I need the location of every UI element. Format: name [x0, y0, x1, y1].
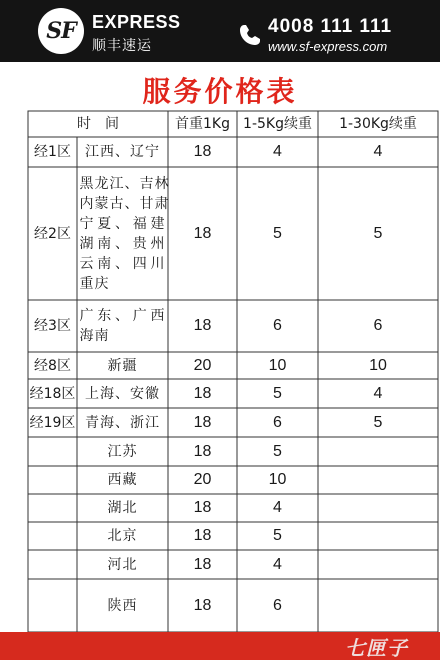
column-header-1-30kg: 1-30Kg续重: [339, 116, 417, 132]
region-cell: [77, 579, 168, 632]
brand-name-cn: 顺丰速运: [92, 38, 152, 54]
price-1-5kg: 5: [273, 442, 282, 460]
zone-cell: 经19区: [29, 414, 76, 431]
region-cell: [77, 522, 168, 550]
price-1-5kg: 10: [268, 356, 287, 374]
region-line: 西藏: [107, 472, 138, 488]
zone-cell: [28, 522, 77, 550]
region-line: 黑龙江、吉林: [79, 175, 170, 192]
logo-mark-text: SF: [46, 18, 76, 44]
zone-cell: [28, 494, 77, 522]
price-1-5kg: 4: [273, 499, 282, 516]
first-kg-price: 18: [193, 555, 212, 573]
price-1-30kg: [318, 550, 438, 579]
region-cell: [77, 494, 168, 522]
zone-cell: 经3区: [34, 318, 71, 334]
watermark-logo: 七匣子: [345, 636, 408, 660]
zone-cell: 经18区: [29, 385, 76, 402]
region-line: 湖北: [107, 500, 138, 516]
column-header-time: 时 间: [77, 116, 119, 132]
price-1-30kg: [318, 579, 438, 632]
price-1-5kg: 10: [268, 471, 287, 488]
region-line: 江苏: [107, 443, 138, 460]
region-cell: [77, 466, 168, 494]
region-line: 新疆: [107, 357, 138, 374]
first-kg-price: 20: [193, 356, 212, 374]
price-1-5kg: 4: [273, 555, 282, 573]
first-kg-price: 18: [193, 442, 212, 460]
region-line: 陕西: [107, 597, 138, 614]
zone-cell: [28, 550, 77, 579]
zone-cell: 经1区: [34, 144, 71, 160]
price-1-5kg: 5: [273, 224, 282, 242]
region-line: 海南: [79, 328, 110, 344]
price-1-30kg: [318, 522, 438, 550]
price-1-30kg: [318, 466, 438, 494]
region-cell: [77, 137, 168, 167]
region-cell: [77, 408, 168, 437]
website-link[interactable]: www.sf-express.com: [268, 39, 388, 54]
region-line: 河北: [107, 556, 138, 573]
column-header-1-5kg: 1-5Kg续重: [243, 116, 312, 132]
region-cell: [77, 437, 168, 466]
price-1-30kg: 10: [369, 356, 387, 374]
first-kg-price: 18: [193, 499, 212, 516]
region-cell: [77, 379, 168, 408]
region-line: 云南、四川: [79, 255, 166, 272]
zone-cell: [28, 437, 77, 466]
price-1-5kg: 5: [273, 527, 282, 544]
price-1-5kg: 6: [273, 596, 282, 614]
region-line: 宁夏、福建: [79, 215, 166, 232]
zone-cell: [28, 466, 77, 494]
region-line: 北京: [107, 528, 138, 544]
zone-cell: [28, 579, 77, 632]
region-line: 上海、安徽: [85, 385, 160, 402]
price-1-5kg: 6: [273, 317, 282, 334]
region-line: 青海、浙江: [85, 414, 160, 431]
first-kg-price: 18: [193, 527, 212, 544]
region-line: 湖南、贵州: [79, 235, 166, 252]
price-1-30kg: 4: [373, 143, 383, 160]
column-header-first-kg: 首重1Kg: [175, 116, 230, 132]
price-1-30kg: 5: [373, 413, 383, 431]
first-kg-price: 18: [193, 413, 212, 431]
price-1-30kg: 5: [373, 224, 383, 242]
region-line: 江西、辽宁: [85, 144, 160, 160]
first-kg-price: 18: [193, 224, 212, 242]
price-1-30kg: 4: [373, 384, 383, 402]
zone-cell: 经8区: [34, 357, 71, 374]
region-line: 重庆: [79, 275, 110, 292]
region-line: 内蒙古、甘肃: [79, 195, 170, 212]
price-1-5kg: 5: [273, 384, 282, 402]
region-cell: [77, 550, 168, 579]
first-kg-price: 18: [193, 596, 212, 614]
first-kg-price: 18: [193, 384, 212, 402]
first-kg-price: 18: [193, 143, 212, 160]
price-1-30kg: [318, 437, 438, 466]
hotline-number[interactable]: 4008 111 111: [268, 16, 393, 37]
region-cell: [77, 300, 168, 352]
region-cell: [77, 352, 168, 379]
brand-name: EXPRESS: [92, 12, 181, 32]
first-kg-price: 18: [193, 317, 212, 334]
price-1-5kg: 6: [273, 413, 282, 431]
first-kg-price: 20: [193, 471, 212, 488]
zone-cell: 经2区: [34, 225, 71, 242]
price-1-30kg: 6: [373, 317, 383, 334]
price-1-30kg: [318, 494, 438, 522]
price-1-5kg: 4: [273, 143, 282, 160]
region-cell: [77, 167, 168, 300]
region-line: 广东、广西: [79, 308, 166, 324]
page-title: 服务价格表: [142, 75, 298, 108]
